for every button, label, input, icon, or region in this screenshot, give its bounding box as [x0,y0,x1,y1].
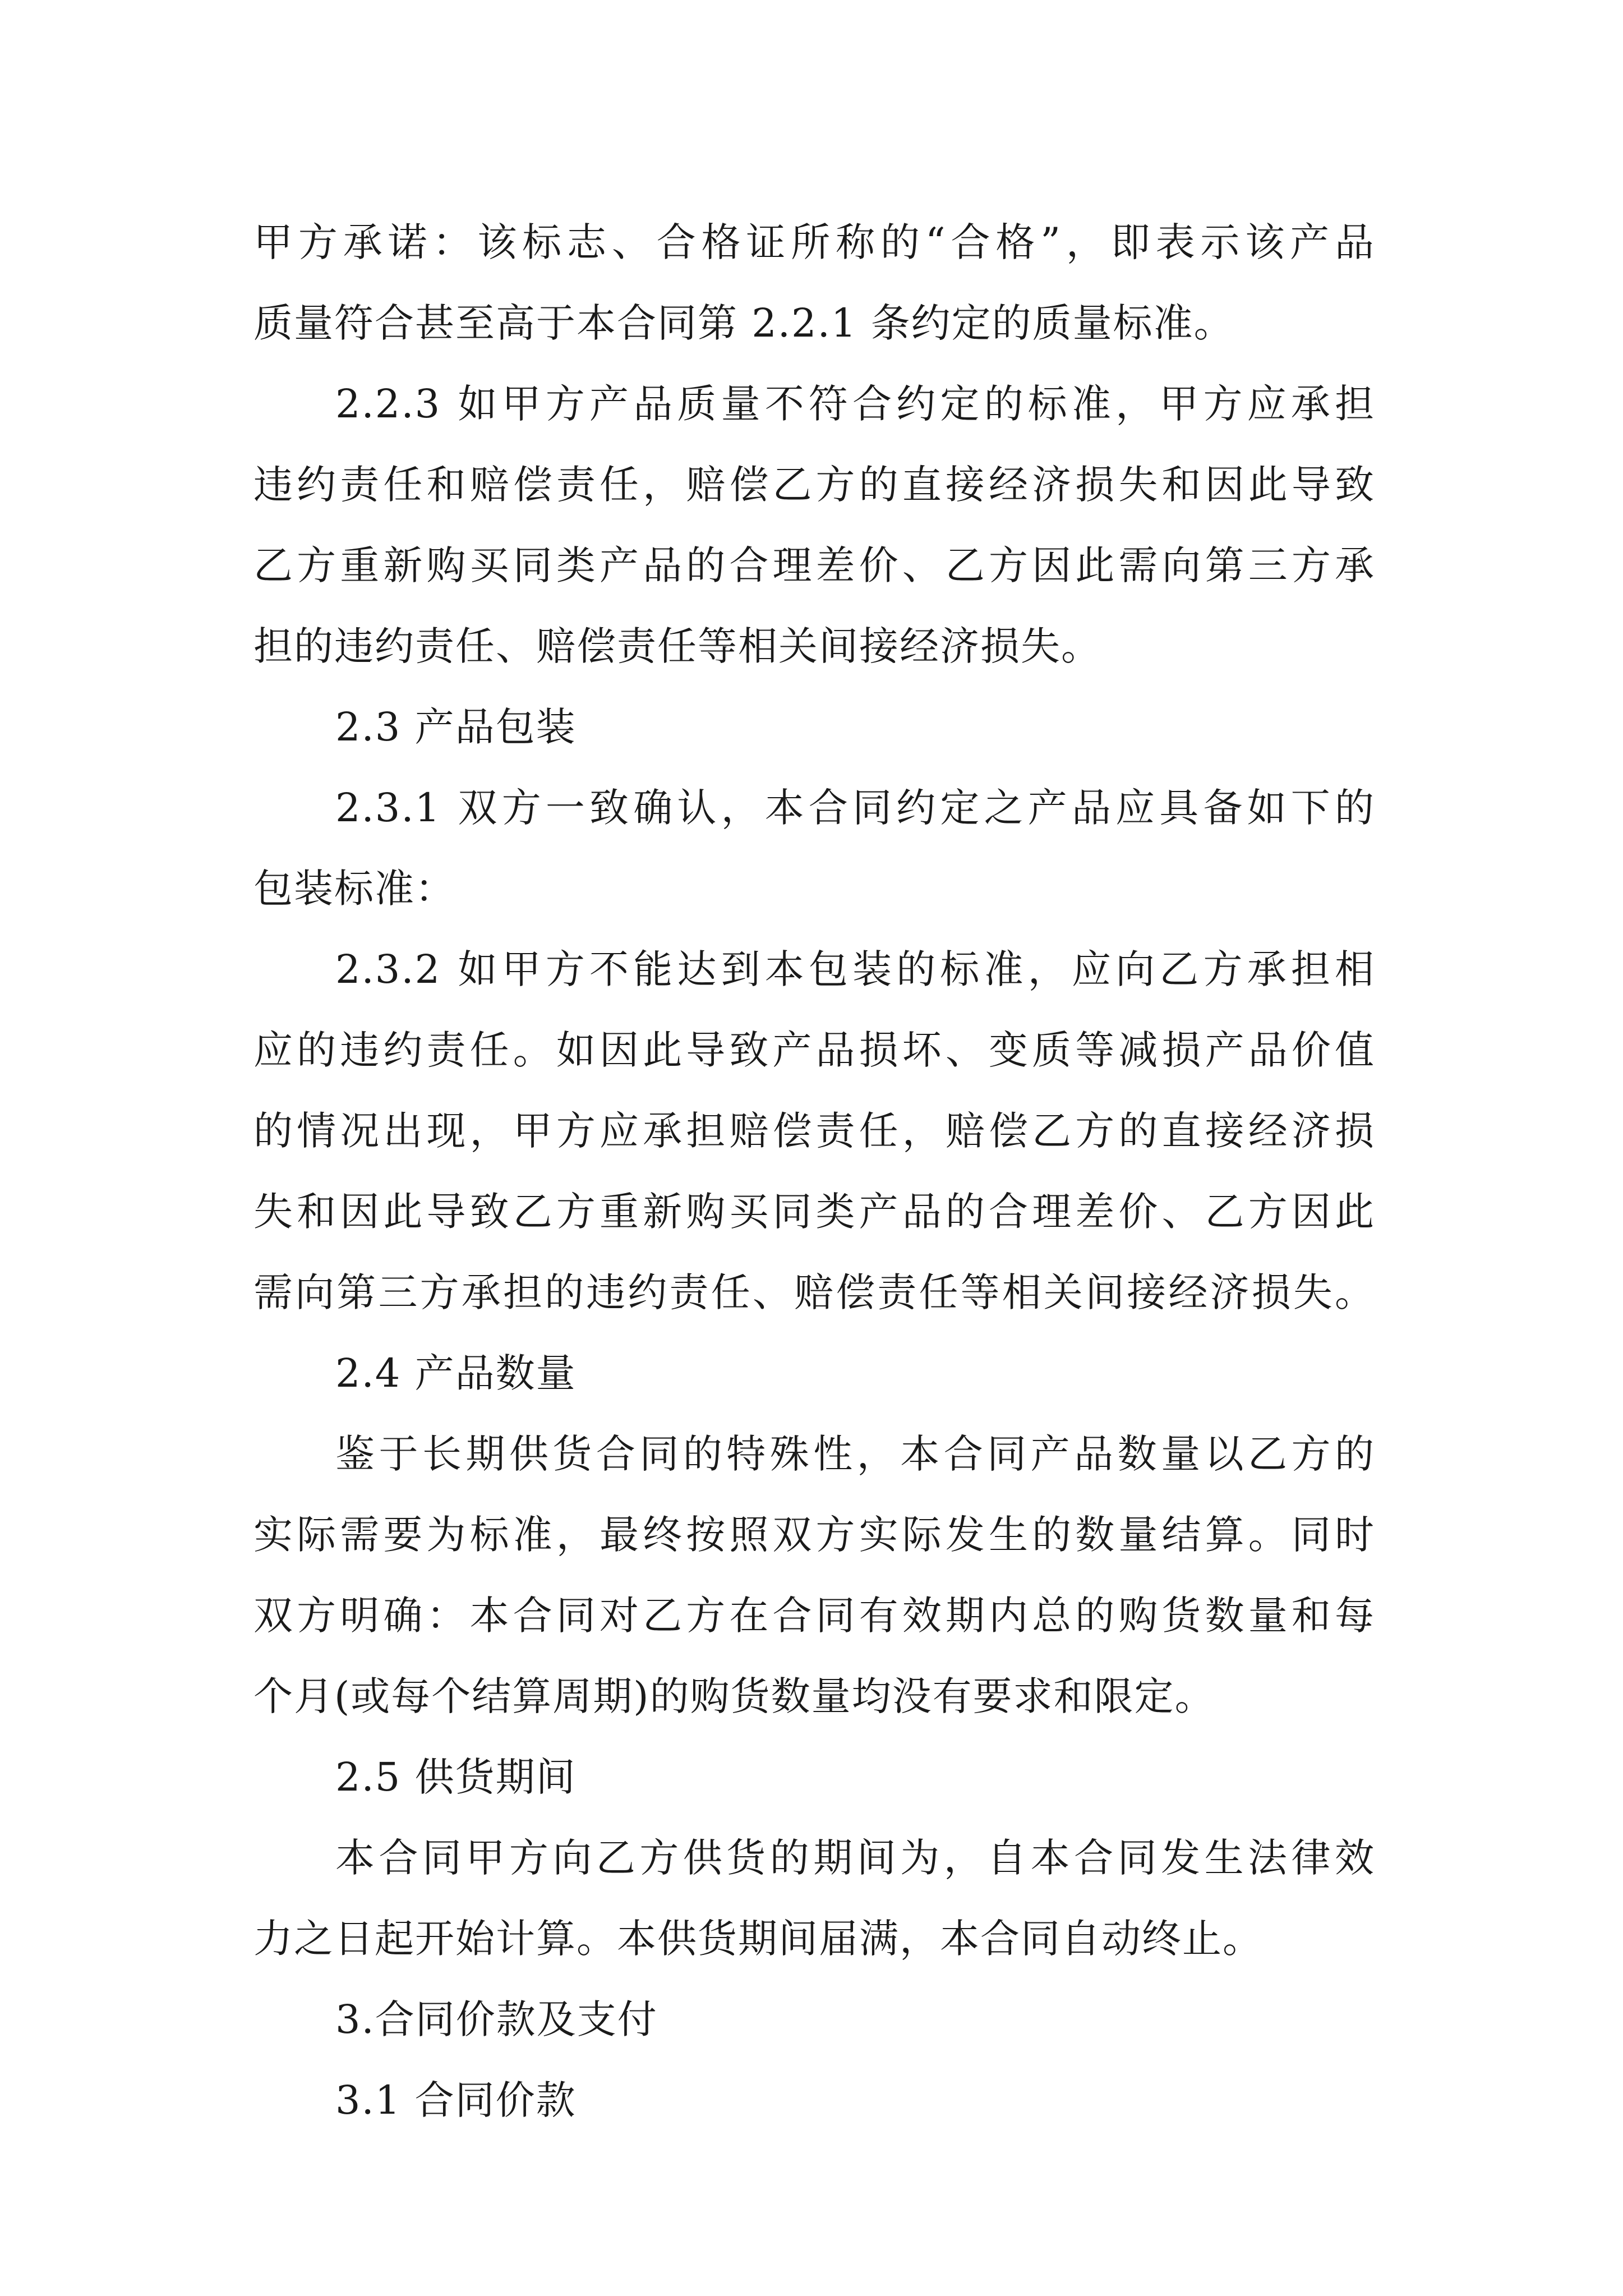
text-line: 应的违约责任。如因此导致产品损坏、变质等减损产品价值 [253,1027,1375,1073]
text-line: 需向第三方承担的违约责任、赔偿责任等相关间接经济损失。 [253,1269,1375,1315]
section-heading-3-1: 3.1 合同价款 [335,2077,577,2123]
section-heading-3: 3.合同价款及支付 [335,1996,658,2042]
section-heading-2-5: 2.5 供货期间 [335,1754,577,1800]
section-heading-2-3: 2.3 产品包装 [335,704,577,750]
paragraph-2-5-line: 本合同甲方向乙方供货的期间为，自本合同发生法律效 [335,1835,1375,1881]
text-line: 个月(或每个结算周期)的购货数量均没有要求和限定。 [253,1673,1215,1719]
text-line: 的情况出现，甲方应承担赔偿责任，赔偿乙方的直接经济损 [253,1108,1375,1154]
clause-2-3-2-line: 2.3.2 如甲方不能达到本包装的标准，应向乙方承担相 [335,946,1375,992]
document-body [253,202,1375,2141]
clause-2-2-3-line: 2.2.3 如甲方产品质量不符合约定的标准，甲方应承担 [335,381,1375,427]
text-line: 力之日起开始计算。本供货期间届满，本合同自动终止。 [253,1916,1263,1962]
paragraph-2-4-line: 鉴于长期供货合同的特殊性，本合同产品数量以乙方的 [335,1431,1375,1477]
text-line: 实际需要为标准，最终按照双方实际发生的数量结算。同时 [253,1512,1375,1558]
section-heading-2-4: 2.4 产品数量 [335,1350,577,1396]
text-line: 双方明确：本合同对乙方在合同有效期内总的购货数量和每 [253,1593,1375,1639]
text-line: 质量符合甚至高于本合同第 2.2.1 条约定的质量标准。 [253,300,1234,346]
text-line: 担的违约责任、赔偿责任等相关间接经济损失。 [253,623,1101,669]
text-line: 包装标准： [253,866,455,912]
text-line: 失和因此导致乙方重新购买同类产品的合理差价、乙方因此 [253,1189,1375,1235]
text-line: 甲方承诺：该标志、合格证所称的“合格”，即表示该产品 [253,219,1375,265]
text-line: 乙方重新购买同类产品的合理差价、乙方因此需向第三方承 [253,542,1375,588]
text-line: 违约责任和赔偿责任，赔偿乙方的直接经济损失和因此导致 [253,462,1375,508]
clause-2-3-1-line: 2.3.1 双方一致确认，本合同约定之产品应具备如下的 [335,785,1375,831]
